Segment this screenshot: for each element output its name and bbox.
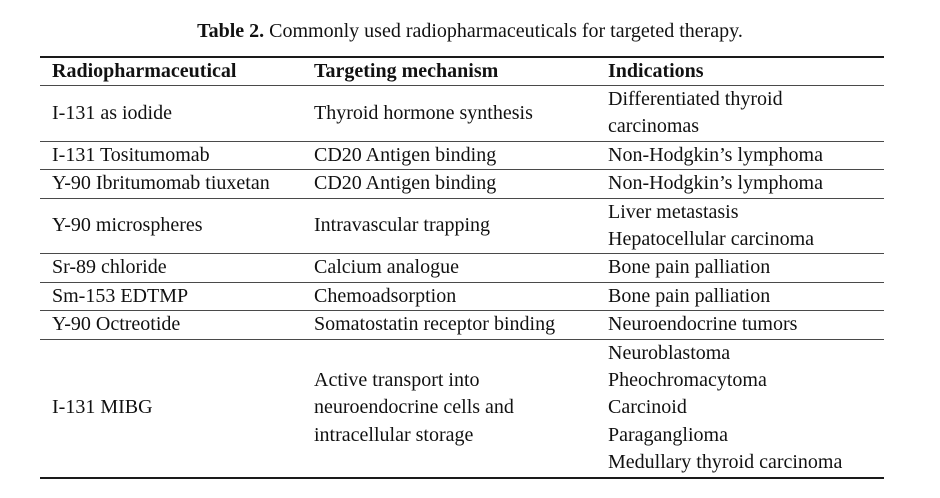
cell-line: I-131 as iodide: [52, 101, 172, 124]
cell-radiopharmaceutical: [40, 142, 304, 169]
cell-targeting-mechanism: [304, 170, 598, 197]
column-header-indications: Indications: [608, 60, 704, 82]
cell-line: Neuroendocrine tumors: [608, 313, 798, 336]
cell-line: Active transport into: [314, 369, 480, 392]
cell-line: Medullary thyroid carcinoma: [608, 451, 843, 474]
cell-line: Non-Hodgkin’s lymphoma: [608, 172, 823, 195]
cell-line: CD20 Antigen binding: [314, 172, 497, 195]
cell-line: Bone pain palliation: [608, 256, 771, 279]
cell-radiopharmaceutical: [40, 170, 304, 197]
table-row: [40, 198, 884, 254]
cell-line: Y-90 Octreotide: [52, 313, 181, 336]
cell-indications: [598, 170, 884, 197]
cell-radiopharmaceutical: [40, 340, 304, 477]
cell-targeting-mechanism: [304, 340, 598, 477]
cell-line: Y-90 Ibritumomab tiuxetan: [52, 172, 270, 195]
cell-indications: [598, 142, 884, 169]
cell-line: Intravascular trapping: [314, 214, 491, 237]
cell-line: Non-Hodgkin’s lymphoma: [608, 143, 823, 166]
column-header-targeting-mechanism: Targeting mechanism: [314, 60, 499, 82]
cell-line: carcinomas: [608, 115, 700, 138]
cell-line: Carcinoid: [608, 396, 687, 419]
cell-line: Somatostatin receptor binding: [314, 313, 556, 336]
cell-line: Hepatocellular carcinoma: [608, 228, 814, 251]
cell-indications: [598, 283, 884, 310]
cell-radiopharmaceutical: [40, 311, 304, 338]
cell-line: Sm-153 EDTMP: [52, 284, 189, 307]
table-body: [40, 85, 884, 477]
cell-indications: [598, 199, 884, 254]
cell-line: intracellular storage: [314, 423, 474, 446]
cell-line: Liver metastasis: [608, 200, 739, 223]
cell-line: Neuroblastoma: [608, 341, 731, 364]
cell-line: Y-90 microspheres: [52, 214, 203, 237]
table-row: [40, 85, 884, 141]
table-row: [40, 339, 884, 477]
table-row: [40, 141, 884, 169]
cell-targeting-mechanism: [304, 142, 598, 169]
cell-line: Bone pain palliation: [608, 284, 771, 307]
cell-radiopharmaceutical: [40, 254, 304, 281]
cell-indications: [598, 254, 884, 281]
cell-line: Chemoadsorption: [314, 284, 457, 307]
cell-line: Paraganglioma: [608, 423, 728, 446]
cell-targeting-mechanism: [304, 311, 598, 338]
cell-line: I-131 MIBG: [52, 396, 153, 419]
table-caption-text: Commonly used radiopharmaceuticals for targeted therapy.: [264, 20, 743, 42]
table-header-row: [40, 58, 884, 85]
cell-indications: [598, 86, 884, 141]
cell-indications: [598, 340, 884, 477]
cell-targeting-mechanism: [304, 283, 598, 310]
cell-targeting-mechanism: [304, 254, 598, 281]
column-header-radiopharmaceutical: Radiopharmaceutical: [52, 60, 237, 82]
cell-targeting-mechanism: [304, 86, 598, 141]
cell-radiopharmaceutical: [40, 283, 304, 310]
cell-line: CD20 Antigen binding: [314, 143, 497, 166]
cell-line: Differentiated thyroid: [608, 88, 783, 110]
table-row: [40, 253, 884, 281]
cell-line: I-131 Tositumomab: [52, 143, 210, 166]
cell-line: neuroendocrine cells and: [314, 396, 514, 419]
cell-radiopharmaceutical: [40, 199, 304, 254]
cell-line: Calcium analogue: [314, 256, 459, 279]
cell-line: Thyroid hormone synthesis: [314, 101, 533, 124]
table-caption: [0, 18, 940, 44]
cell-targeting-mechanism: [304, 199, 598, 254]
table-row: [40, 169, 884, 197]
cell-radiopharmaceutical: [40, 86, 304, 141]
table-bottom-rule: [40, 477, 884, 479]
cell-line: Sr-89 chloride: [52, 256, 167, 279]
cell-line: Pheochromacytoma: [608, 369, 767, 392]
table-row: [40, 282, 884, 310]
cell-indications: [598, 311, 884, 338]
table-row: [40, 310, 884, 338]
radiopharmaceuticals-table: [40, 56, 884, 479]
table-caption-label: Table 2.: [197, 20, 265, 42]
